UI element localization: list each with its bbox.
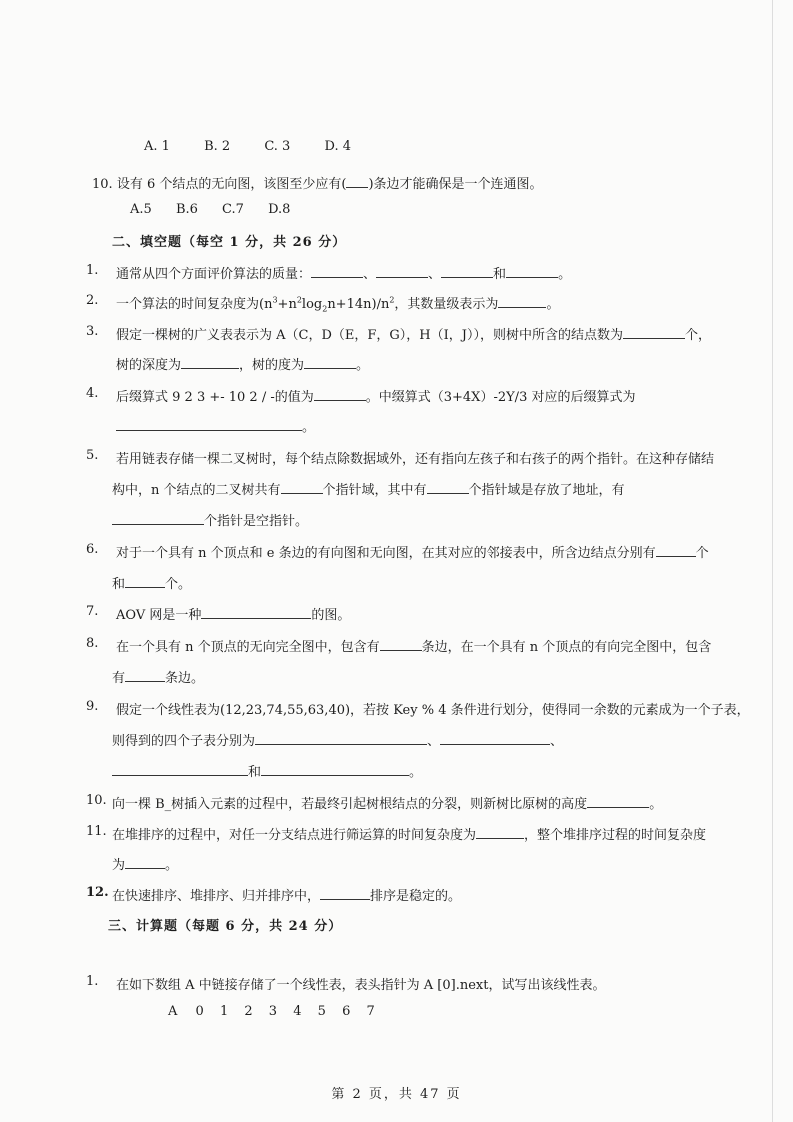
q9-options [144, 139, 351, 154]
option-a: A. 1 [144, 139, 170, 154]
array-index: 4 [293, 1004, 302, 1019]
fill-question-5-cont: 构中，n 个结点的二叉树共有 个指针域，其中有 个指针域是存放了地址，有 [112, 483, 625, 498]
fill-question-12: 在快速排序、堆排序、归并排序中， 排序是稳定的。 [112, 889, 462, 904]
array-index: 1 [219, 1004, 229, 1019]
fill-question-4-cont: 。 [116, 416, 315, 435]
page-edge [772, 0, 773, 1122]
array-index: 5 [317, 1004, 326, 1019]
fill-question-3-cont: 树的深度为 ，树的度为 。 [116, 358, 370, 373]
option-c: C. 3 [264, 139, 291, 154]
fill-question-1: 通常从四个方面评价算法的质量： 、 、 和 。 [116, 267, 572, 282]
fill-question-11: 在堆排序的过程中，对任一分支结点进行筛运算的时间复杂度为 ，整个堆排序过程的时间复杂度 [112, 828, 707, 843]
q10-options [130, 202, 290, 217]
option-b: B. 2 [204, 139, 231, 154]
blank [346, 176, 368, 188]
option-d: D.8 [268, 202, 291, 217]
option-c: C.7 [222, 202, 244, 217]
fill-question-6: 对于一个具有 n 个顶点和 e 条边的有向图和无向图，在其对应的邻接表中，所含边结点分别有 个 [116, 546, 709, 561]
option-b: B.6 [175, 202, 198, 217]
array-index: 6 [342, 1004, 351, 1019]
calc-question-1: 在如下数组 A 中链接存储了一个线性表，表头指针为 A [0].next，试写出该线性表。 [116, 978, 606, 993]
section-heading-fill: 二、填空题（每空 1 分，共 26 分） [112, 235, 347, 250]
array-label: A [168, 1004, 178, 1019]
page-footer: 第 2 页，共 47 页 [331, 1087, 462, 1102]
fill-question-9-cont2: 和 。 [112, 761, 422, 780]
question-10: 10. 设有 6 个结点的无向图，该图至少应有( )条边才能确保是一个连通图。 [92, 177, 543, 192]
fill-question-8: 在一个具有 n 个顶点的无向完全图中，包含有 条边，在一个具有 n 个顶点的有向完全图中，包含 [116, 640, 712, 655]
fill-question-5: 若用链表存储一棵二叉树时，每个结点除数据域外，还有指向左孩子和右孩子的两个指针。在这种存储结 [116, 452, 715, 467]
fill-question-4: 后缀算式 9 2 3 +- 10 2 / -的值为 。中缀算式（3+4X）-2Y/3 对应的后缀算式为 [116, 390, 636, 405]
fill-question-9: 假定一个线性表为(12,23,74,55,63,40)，若按 Key % 4 条件进行划分，使得同一余数的元素成为一个子表， [116, 703, 750, 718]
fill-question-7: AOV 网是一种 的图。 [116, 608, 351, 623]
fill-question-9-cont: 则得到的四个子表分别为 、 、 [112, 734, 564, 749]
fill-question-8-cont: 有 条边。 [112, 671, 205, 686]
array-index: 2 [244, 1004, 253, 1019]
option-d: D. 4 [324, 139, 351, 154]
fill-question-2: 一个算法的时间复杂度为$(n^3+n^2\log_2n+14n)/n^2$，其数量级表示为 。 [116, 295, 560, 314]
array-index: 3 [268, 1004, 278, 1019]
fill-question-10: 向一棵 B_树插入元素的过程中，若最终引起树根结点的分裂，则新树比原树的高度 。 [112, 797, 663, 812]
array-index: 7 [366, 1004, 375, 1019]
option-a: A.5 [130, 202, 152, 217]
array-index: 0 [195, 1004, 204, 1019]
fill-question-3: 假定一棵树的广义表表示为 A（C，D（E，F，G），H（I，J）），则树中所含的结点数为 个， [116, 328, 711, 343]
fill-question-6-cont: 和 个。 [112, 577, 192, 592]
array-header-row [168, 1004, 375, 1019]
fill-question-11-cont: 为 。 [112, 858, 179, 873]
fill-question-5-cont2: 个指针是空指针。 [112, 510, 308, 529]
section-heading-calc: 三、计算题（每题 6 分，共 24 分） [108, 919, 343, 934]
